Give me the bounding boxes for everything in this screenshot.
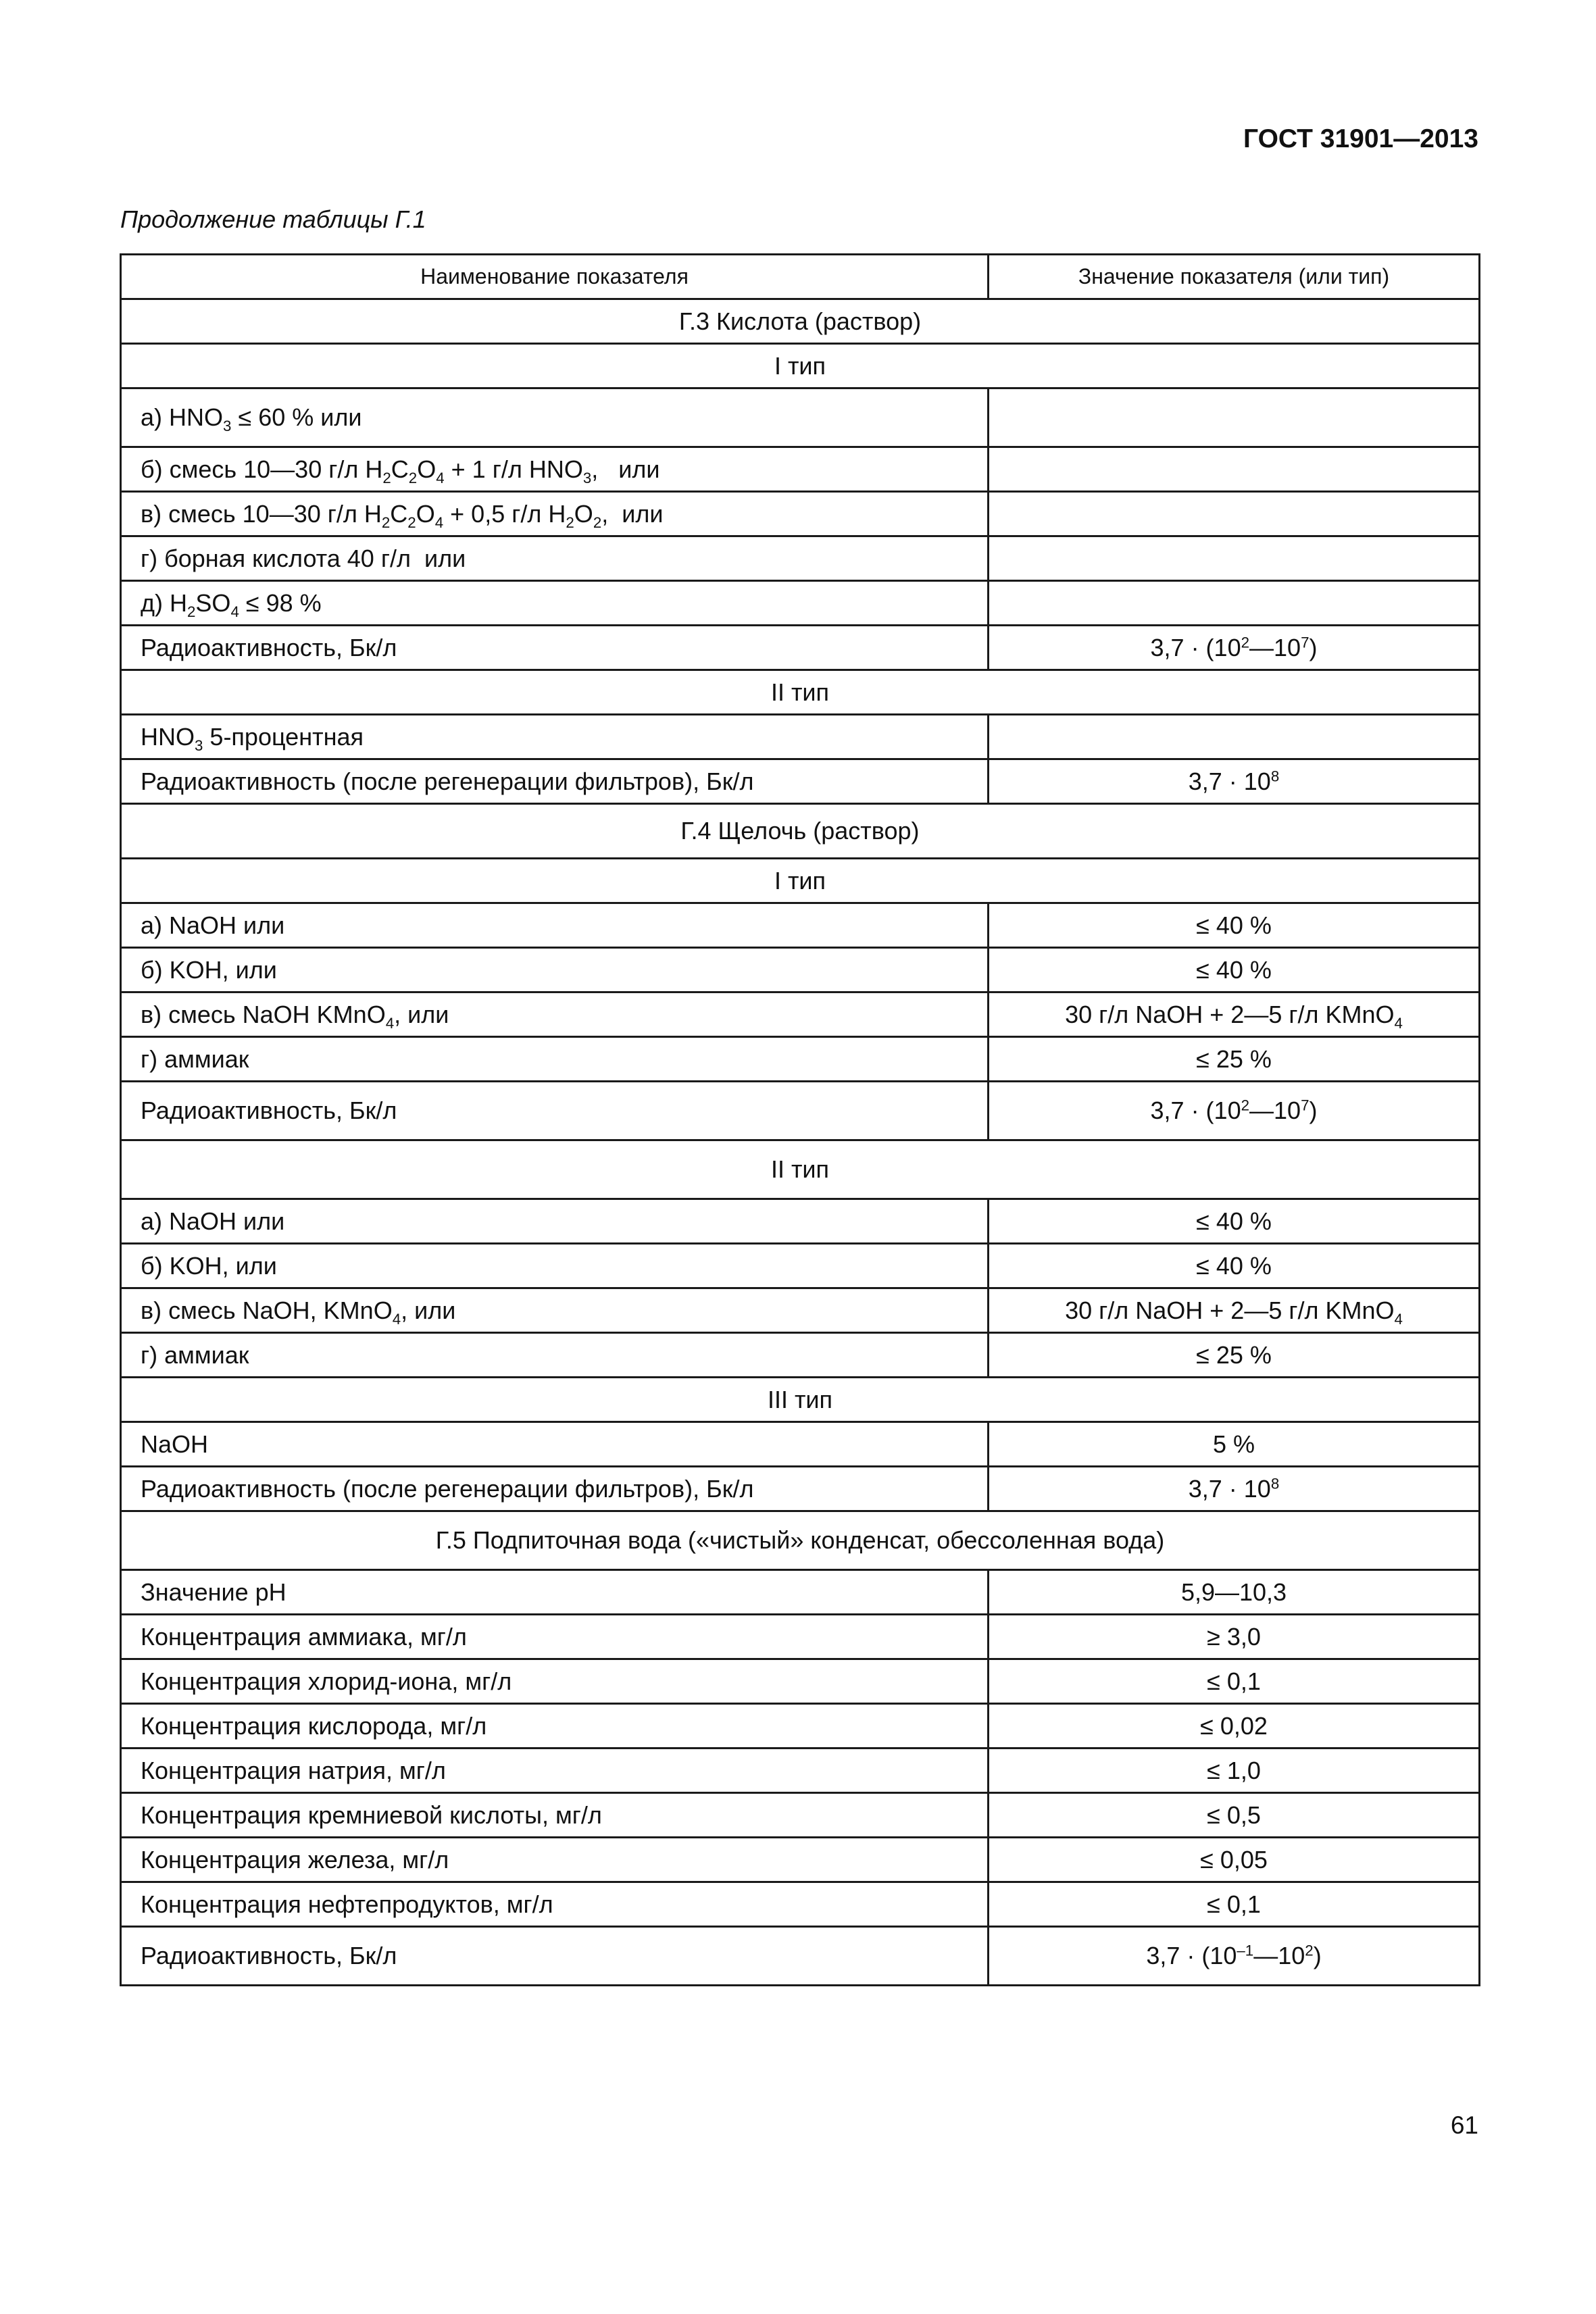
row-label: Значение pH <box>121 1570 989 1615</box>
table-row <box>121 492 1480 536</box>
row-label: г) борная кислота 40 г/л или <box>121 536 989 581</box>
table-row <box>121 1882 1480 1927</box>
row-label: в) смесь NaOH, KMnO$_4$, или <box>121 1288 989 1333</box>
row-label: а) $HNO_3 \le 60$ % или <box>121 388 989 447</box>
row-value: ≤ 0,1 <box>989 1882 1480 1927</box>
row-value: ≤ 1,0 <box>989 1749 1480 1793</box>
row-label: Концентрация нефтепродуктов, мг/л <box>121 1882 989 1927</box>
row-label: а) NaOH или <box>121 1199 989 1244</box>
row-label: в) смесь 10—30 г/л $H_2C_2O_4 + 0,5$ г/л $H_2O_2$, или <box>121 492 989 536</box>
row-label: г) аммиак <box>121 1333 989 1378</box>
subsection-type-2: II тип <box>121 1140 1480 1199</box>
row-value: ≤ 0,5 <box>989 1793 1480 1838</box>
row-label: Концентрация железа, мг/л <box>121 1838 989 1882</box>
row-value <box>989 447 1480 492</box>
table-row <box>121 759 1480 804</box>
row-value: 5,9—10,3 <box>989 1570 1480 1615</box>
table-row <box>121 1749 1480 1793</box>
row-label: Радиоактивность, Бк/л <box>121 626 989 670</box>
table-row <box>121 992 1480 1037</box>
row-value: 5 % <box>989 1422 1480 1467</box>
g5-rows <box>121 1570 1480 1927</box>
row-value <box>989 715 1480 759</box>
row-label: а) NaOH или <box>121 903 989 948</box>
row-value <box>989 536 1480 581</box>
table-row <box>121 536 1480 581</box>
row-value: $3,7 \cdot 10^8$ <box>989 759 1480 804</box>
row-value: ≤ 40 % <box>989 1244 1480 1288</box>
subsection-type-2: II тип <box>121 670 1480 715</box>
row-value: ≤ 40 % <box>989 903 1480 948</box>
standard-code: ГОСТ 31901—2013 <box>1243 124 1478 153</box>
subsection-type-3: III тип <box>121 1378 1480 1422</box>
row-value: ≤ 0,05 <box>989 1838 1480 1882</box>
table-row <box>121 1659 1480 1704</box>
table-row <box>121 1288 1480 1333</box>
row-label: б) KOH, или <box>121 1244 989 1288</box>
table-row <box>121 1467 1480 1511</box>
table-header-row <box>121 255 1480 299</box>
row-label: Радиоактивность, Бк/л <box>121 1927 989 1986</box>
table-row <box>121 1793 1480 1838</box>
subsection-type-1: I тип <box>121 859 1480 903</box>
row-value: $3,7 \cdot (10^2—10^7)$ <box>989 1082 1480 1140</box>
table-row <box>121 1199 1480 1244</box>
row-value: $3,7 \cdot (10^2—10^7)$ <box>989 626 1480 670</box>
row-label: Радиоактивность (после регенерации фильтров), Бк/л <box>121 1467 989 1511</box>
row-value: ≤ 25 % <box>989 1037 1480 1082</box>
row-label: б) KOH, или <box>121 948 989 992</box>
table-row <box>121 626 1480 670</box>
table-row <box>121 1838 1480 1882</box>
table-row <box>121 447 1480 492</box>
row-label: Радиоактивность (после регенерации фильтров), Бк/л <box>121 759 989 804</box>
row-value: ≤ 25 % <box>989 1333 1480 1378</box>
row-label: г) аммиак <box>121 1037 989 1082</box>
row-label: б) смесь 10—30 г/л $H_2C_2O_4 + 1$ г/л $HNO_3$, или <box>121 447 989 492</box>
table-row <box>121 715 1480 759</box>
indicators-table <box>120 253 1480 1986</box>
row-label: Концентрация аммиака, мг/л <box>121 1615 989 1659</box>
table-row <box>121 1570 1480 1615</box>
row-label: Концентрация кислорода, мг/л <box>121 1704 989 1749</box>
row-label: Концентрация натрия, мг/л <box>121 1749 989 1793</box>
table-row <box>121 1422 1480 1467</box>
row-value: ≥ 3,0 <box>989 1615 1480 1659</box>
row-value: $3,7 \cdot 10^8$ <box>989 1467 1480 1511</box>
table-row <box>121 903 1480 948</box>
table-row <box>121 1244 1480 1288</box>
row-value: $3,7 \cdot (10^{-1}—10^2)$ <box>989 1927 1480 1986</box>
row-label: Радиоактивность, Бк/л <box>121 1082 989 1140</box>
column-header-value: Значение показателя (или тип) <box>989 255 1480 299</box>
section-title-g4: Г.4 Щелочь (раствор) <box>121 804 1480 859</box>
table-row <box>121 388 1480 447</box>
row-label: в) смесь NaOH KMnO$_4$, или <box>121 992 989 1037</box>
table-row <box>121 1704 1480 1749</box>
column-header-name: Наименование показателя <box>121 255 989 299</box>
row-label: д) $H_2SO_4 \le 98$ % <box>121 581 989 626</box>
table-caption: Продолжение таблицы Г.1 <box>120 205 426 233</box>
row-value: 30 г/л NaOH + 2—5 г/л KMnO$_4$ <box>989 1288 1480 1333</box>
row-value <box>989 581 1480 626</box>
table-row <box>121 1927 1480 1986</box>
row-label: NaOH <box>121 1422 989 1467</box>
subsection-type-1: I тип <box>121 344 1480 388</box>
row-label: Концентрация хлорид-иона, мг/л <box>121 1659 989 1704</box>
row-value: ≤ 0,1 <box>989 1659 1480 1704</box>
table-row <box>121 948 1480 992</box>
table-row <box>121 1082 1480 1140</box>
row-value: ≤ 40 % <box>989 948 1480 992</box>
table-row <box>121 1037 1480 1082</box>
page-number: 61 <box>1450 2111 1478 2139</box>
row-value <box>989 492 1480 536</box>
table-row <box>121 1333 1480 1378</box>
row-label: Концентрация кремниевой кислоты, мг/л <box>121 1793 989 1838</box>
table-row <box>121 1615 1480 1659</box>
table-row <box>121 581 1480 626</box>
row-value: 30 г/л NaOH + 2—5 г/л KMnO$_4$ <box>989 992 1480 1037</box>
row-value <box>989 388 1480 447</box>
row-label: $HNO_3$ 5-процентная <box>121 715 989 759</box>
row-value: ≤ 0,02 <box>989 1704 1480 1749</box>
row-value: ≤ 40 % <box>989 1199 1480 1244</box>
section-title-g3: Г.3 Кислота (раствор) <box>121 299 1480 344</box>
section-title-g5: Г.5 Подпиточная вода («чистый» конденсат, обессоленная вода) <box>121 1511 1480 1570</box>
